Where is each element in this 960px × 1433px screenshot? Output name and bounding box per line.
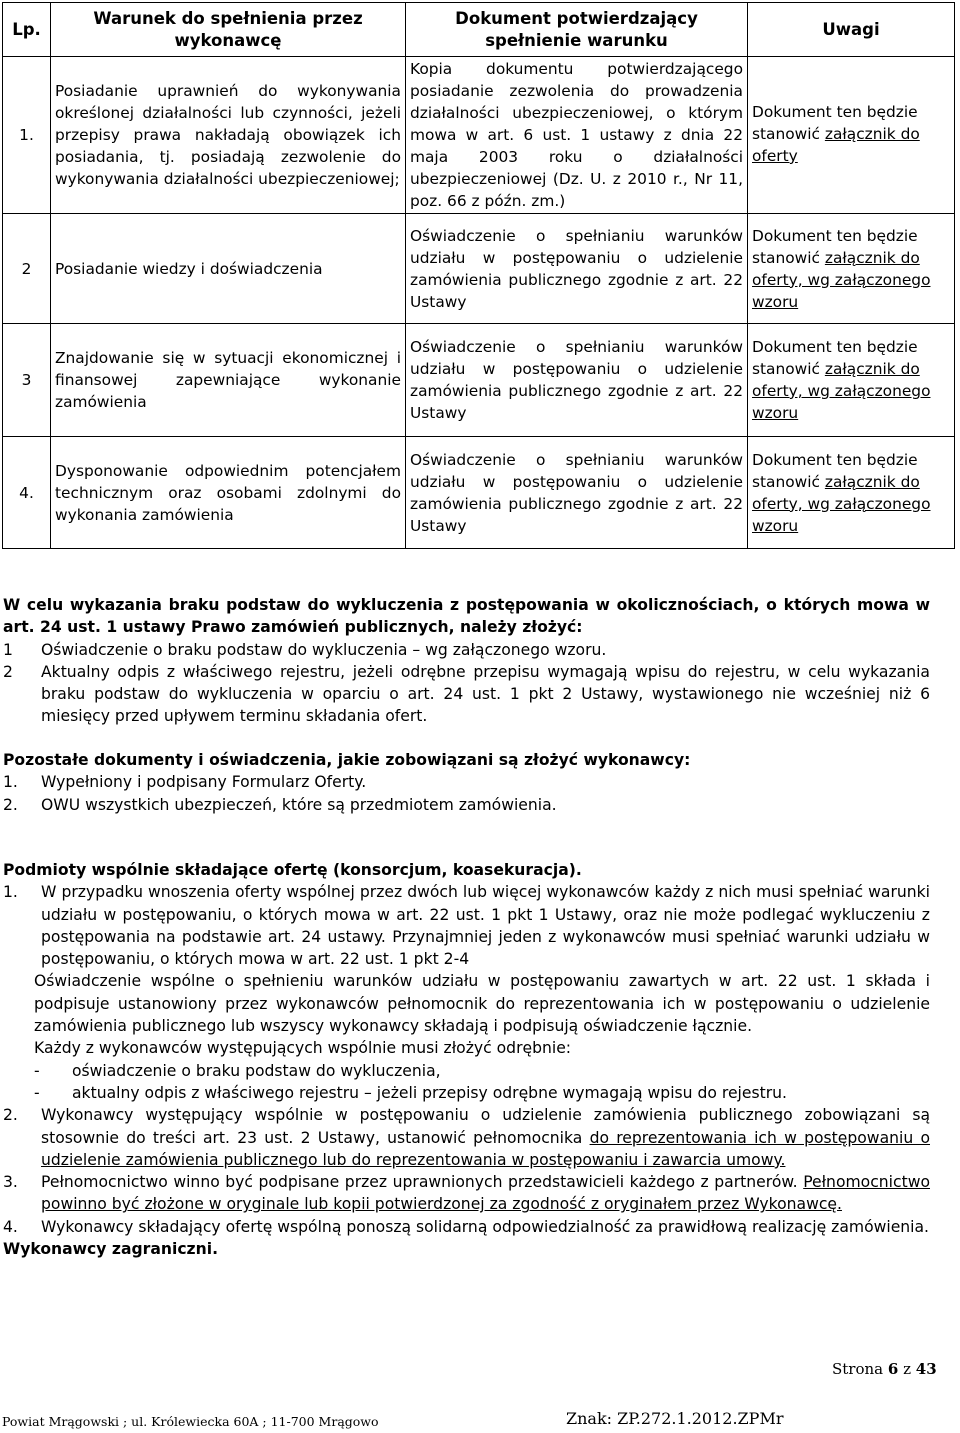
condition-cell: Dysponowanie odpowiednim potencjałem technicznym oraz osobami zdolnymi do wykonania zamówienia	[51, 437, 406, 549]
header-condition: Warunek do spełnienia przez wykonawcę	[51, 3, 406, 57]
row-number: 4.	[3, 437, 51, 549]
list-item	[3, 881, 930, 970]
list-text: Wykonawcy składający ofertę wspólną ponoszą solidarną odpowiedzialność za prawidłową realizację zamówienia.	[41, 1217, 930, 1236]
row-number: 2	[3, 214, 51, 324]
condition-cell: Posiadanie wiedzy i doświadczenia	[51, 214, 406, 324]
notes-cell	[748, 57, 955, 214]
row-number: 1.	[3, 57, 51, 214]
list-text: Oświadczenie o braku podstaw do wykluczenia – wg załączonego wzoru.	[41, 640, 607, 659]
table-row	[3, 57, 955, 214]
list-item	[3, 1171, 930, 1216]
requirements-table	[2, 2, 955, 549]
document-cell: Oświadczenie o spełnianiu warunków udziału w postępowaniu o udzielenie zamówienia publicznego zgodnie z art. 22 Ustawy	[406, 214, 748, 324]
document-cell: Oświadczenie o spełnianiu warunków udziału w postępowaniu o udzielenie zamówienia publicznego zgodnie z art. 22 Ustawy	[406, 324, 748, 437]
list-text	[41, 1171, 930, 1216]
list-item	[3, 661, 930, 728]
document-cell: Oświadczenie o spełnianiu warunków udziału w postępowaniu o udzielenie zamówienia publicznego zgodnie z art. 22 Ustawy	[406, 437, 748, 549]
page-current: 6	[887, 1360, 899, 1378]
list-number: 1.	[3, 773, 18, 792]
list-text: OWU wszystkich ubezpieczeń, które są przedmiotem zamówienia.	[41, 795, 557, 814]
page-number	[832, 1360, 937, 1378]
list-item	[3, 1216, 930, 1238]
list-number: 3.	[3, 1173, 18, 1192]
notes-cell	[748, 437, 955, 549]
exclusion-section	[3, 594, 930, 728]
list-text: Aktualny odpis z właściwego rejestru, jeżeli odrębne przepisu wymagają wpisu do rejestru, w celu wykazania braku podstaw do wykluczenia w oparciu o art. 24 ust. 1 pkt 2 Ustawy, wystawionego nie wcześniej niż 6 miesięcy przed upływem terminu składania ofert.	[41, 662, 930, 726]
footer-address: Powiat Mrągowski ; ul. Królewiecka 60A ; 11-700 Mrągowo	[2, 1414, 379, 1429]
row-number: 3	[3, 324, 51, 437]
attachment-reference: załącznik do oferty, wg załączonego wzoru	[752, 360, 931, 422]
consortium-heading: Podmioty wspólnie składające ofertę (konsorcjum, koasekuracja).	[3, 861, 582, 879]
list-number: 4.	[3, 1217, 18, 1236]
consortium-section	[3, 859, 930, 1260]
dash-text: oświadczenie o braku podstaw do wykluczenia,	[72, 1061, 441, 1080]
notes-text: Dokument ten będzie stanowić	[752, 450, 918, 491]
foreign-contractors-heading: Wykonawcy zagraniczni.	[3, 1240, 219, 1259]
list-number: 2	[3, 662, 13, 681]
table-row	[3, 437, 955, 549]
proxy-requirement-text: Wykonawcy występujący wspólnie w postępowaniu o udzielenie zamówienia publicznego zobowiązani są stosownie do treści art. 23 ust. 2 Ustawy, ustanowić pełnomocnika	[41, 1106, 930, 1147]
header-document: Dokument potwierdzający spełnienie warunku	[406, 3, 748, 57]
table-row	[3, 214, 955, 324]
list-number: 1.	[3, 883, 18, 902]
list-item	[3, 639, 930, 661]
table-header-row	[3, 3, 955, 57]
header-notes: Uwagi	[748, 3, 955, 57]
table-row	[3, 324, 955, 437]
other-documents-heading: Pozostałe dokumenty i oświadczenia, jakie zobowiązani są złożyć wykonawcy:	[3, 751, 691, 769]
attachment-reference: załącznik do oferty	[752, 125, 920, 165]
condition-cell: Posiadanie uprawnień do wykonywania określonej działalności lub czynności, jeżeli przepisy prawa nakładają obowiązek ich posiadania, tj. posiadają zezwolenie do wykonywania działalności ubezpieczeniowej;	[51, 57, 406, 214]
list-text: Wypełniony i podpisany Formularz Oferty.	[41, 773, 367, 792]
exclusion-heading: W celu wykazania braku podstaw do wykluczenia z postępowania w okolicznościach, o których mowa w art. 24 ust. 1 ustawy Prawo zamówień publicznych, należy złożyć:	[3, 596, 930, 637]
original-copy-requirement-underlined: Pełnomocnictwo powinno być złożone w oryginale lub kopii potwierdzonej za zgodność z oryginałem przez Wykonawcę.	[41, 1173, 930, 1214]
joint-statement-paragraph: Oświadczenie wspólne o spełnieniu warunków udziału w postępowaniu zawartych w art. 22 ust. 1 składa i podpisuje ustanowiony przez wykonawców pełnomocnik do reprezentowania ich w postępowaniu o udzielenie zamówienia publicznego lub wszyscy wykonawcy składają i podpisują oświadczenie łącznie.	[34, 972, 930, 1036]
notes-cell	[748, 214, 955, 324]
notes-text: Dokument ten będzie stanowić	[752, 338, 918, 378]
list-item	[3, 1104, 930, 1171]
dash-marker: -	[34, 1083, 40, 1102]
list-item	[3, 771, 930, 793]
attachment-reference: załącznik do oferty, wg załączonego wzoru	[752, 472, 931, 535]
condition-cell: Znajdowanie się w sytuacji ekonomicznej i finansowej zapewniające wykonanie zamówienia	[51, 324, 406, 437]
notes-text: Dokument ten będzie stanowić	[752, 226, 918, 267]
list-number: 2.	[3, 795, 18, 814]
page-total: 43	[915, 1360, 937, 1378]
document-cell: Kopia dokumentu potwierdzającego posiadanie zezwolenia do prowadzenia działalności ubezpieczeniowej, o którym mowa w art. 6 ust. 1 ustawy z dnia 22 maja 2003 roku o działalności ubezpieczeniowej (Dz. U. z 2010 r., Nr 11, poz. 66 z późn. zm.)	[406, 57, 748, 214]
dash-text: aktualny odpis z właściwego rejestru – jeżeli przepisy odrębne wymagają wpisu do rejestru.	[72, 1083, 787, 1102]
footer-reference: Znak: ZP.272.1.2012.ZPMr	[566, 1409, 784, 1428]
notes-text: Dokument ten będzie stanowić	[752, 103, 918, 143]
list-text	[41, 1104, 930, 1171]
attachment-reference: załącznik do oferty, wg załączonego wzoru	[752, 248, 931, 311]
list-text: W przypadku wnoszenia oferty wspólnej przez dwóch lub więcej wykonawców każdy z nich musi spełniać warunki udziału w postępowaniu, o których mowa w art. 22 ust. 1 pkt 1 Ustawy, oraz nie może podlegać wykluczeniu z postępowania na podstawie art. 24 ustawy. Przynajmniej jeden z wykonawców musi spełniać warunki udziału w postępowaniu, o których mowa w art. 22 ust. 1 pkt 2-4	[41, 883, 930, 969]
dash-item	[3, 1060, 930, 1082]
header-lp: Lp.	[3, 3, 51, 57]
other-documents-section	[3, 749, 930, 816]
list-number: 1	[3, 640, 13, 659]
each-contractor-note: Każdy z wykonawców występujących wspólnie musi złożyć odrębnie:	[34, 1039, 572, 1058]
list-number: 2.	[3, 1106, 18, 1125]
proxy-scope-underlined: do reprezentowania ich w postępowaniu o udzielenie zamówienia publicznego lub do reprezentowania w postępowaniu i zawarcia umowy.	[41, 1128, 930, 1169]
notes-cell	[748, 324, 955, 437]
list-item	[3, 794, 930, 816]
dash-item	[3, 1082, 930, 1104]
page-label: Strona	[832, 1360, 884, 1378]
page-of-label: z	[903, 1360, 912, 1378]
signature-requirement-text: Pełnomocnictwo winno być podpisane przez uprawnionych przedstawicieli każdego z partnerów.	[41, 1173, 804, 1192]
dash-marker: -	[34, 1061, 40, 1080]
